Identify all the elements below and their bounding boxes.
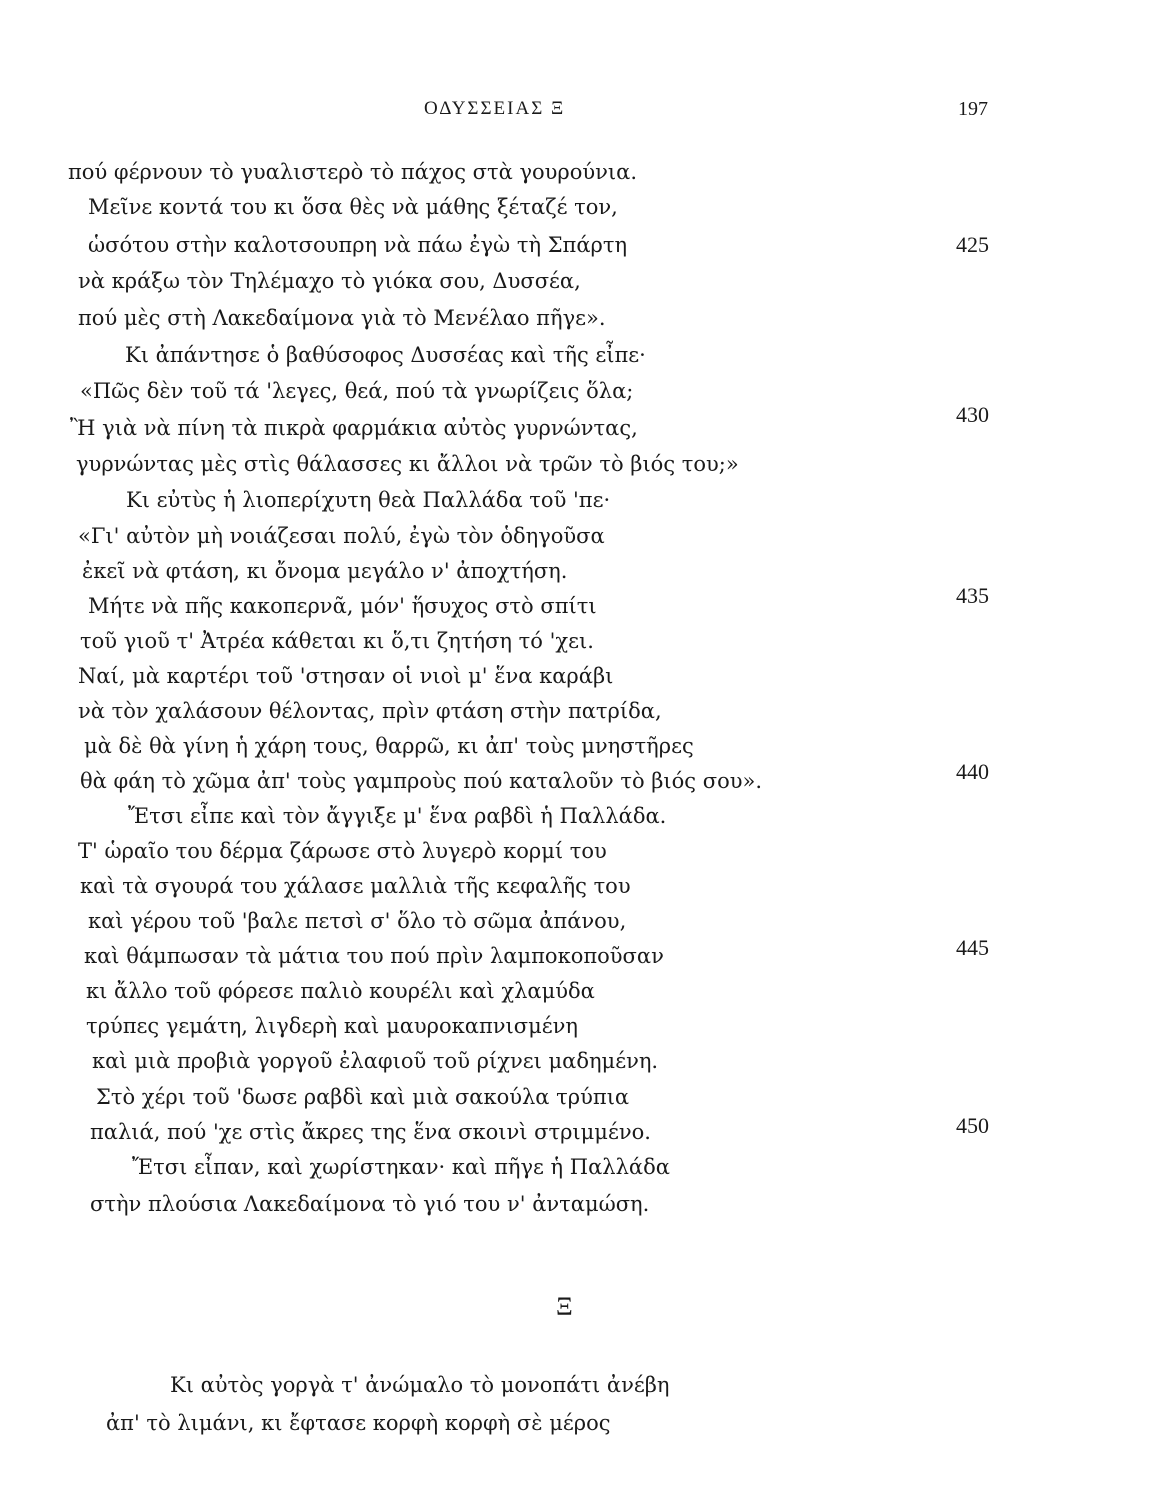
verse-line: στὴν πλούσια Λακεδαίμονα τὸ γιό του ν' ἀνταμώση. [90,1192,650,1216]
verse-line: τρύπες γεμάτη, λιγδερὴ καὶ μαυροκαπνισμένη [86,1014,578,1038]
verse-line: καὶ μιὰ προβιὰ γοργοῦ ἐλαφιοῦ τοῦ ρίχνει μαδημένη. [92,1049,659,1073]
section-mark: Ξ [556,1292,573,1321]
verse-line: Κι εὐτὺς ἡ λιοπερίχυτη θεὰ Παλλάδα τοῦ 'πε· [126,488,611,512]
verse-line: Κι ἀπάντησε ὁ βαθύσοφος Δυσσέας καὶ τῆς εἶπε· [125,343,646,367]
verse-line: ἐκεῖ νὰ φτάση, κι ὄνομα μεγάλο ν' ἀποχτήση. [82,559,568,583]
line-number: 450 [956,1113,989,1138]
verse-line: Στὸ χέρι τοῦ 'δωσε ραβδὶ καὶ μιὰ σακούλα τρύπια [96,1085,630,1109]
verse-line: καὶ τὰ σγουρά του χάλασε μαλλιὰ τῆς κεφαλῆς του [80,874,631,898]
verse-line: νὰ κράξω τὸν Τηλέμαχο τὸ γιόκα σου, Δυσσέα, [78,269,581,293]
verse-line: τοῦ γιοῦ τ' Ἀτρέα κάθεται κι ὅ,τι ζητήση τό 'χει. [80,629,594,653]
line-number: 425 [956,232,989,257]
verse-line: Μεῖνε κοντά του κι ὅσα θὲς νὰ μάθης ξέταζέ τον, [88,195,618,219]
line-number: 445 [956,935,989,960]
line-number: 440 [956,759,989,784]
verse-line: πού φέρνουν τὸ γυαλιστερὸ τὸ πάχος στὰ γουρούνια. [68,160,638,184]
verse-line: Μήτε νὰ πῆς κακοπερνᾶ, μόν' ἥσυχος στὸ σπίτι [88,594,597,618]
line-number: 435 [956,583,989,608]
running-head [0,98,1152,128]
verse-line: ἀπ' τὸ λιμάνι, κι ἔφτασε κορφὴ κορφὴ σὲ μέρος [106,1411,611,1435]
running-head-title: ΟΔΥΣΣΕΙΑΣ Ξ [424,98,566,119]
verse-line: ὡσότου στὴν καλοτσουπρη νὰ πάω ἐγὼ τὴ Σπάρτη [88,233,628,257]
verse-line: Ναί, μὰ καρτέρι τοῦ 'στησαν οἱ νιοὶ μ' ἕνα καράβι [78,664,614,688]
verse-line: Ἔτσι εἶπε καὶ τὸν ἄγγιξε μ' ἕνα ραβδὶ ἡ Παλλάδα. [128,804,667,828]
verse-line: Ἔτσι εἶπαν, καὶ χωρίστηκαν· καὶ πῆγε ἡ Παλλάδα [132,1155,670,1179]
verse-line: «Γι' αὐτὸν μὴ νοιάζεσαι πολύ, ἐγὼ τὸν ὁδηγοῦσα [78,524,605,548]
verse-line: παλιά, πού 'χε στὶς ἄκρες της ἕνα σκοινὶ στριμμένο. [90,1120,651,1144]
verse-line: γυρνώντας μὲς στὶς θάλασσες κι ἄλλοι νὰ τρῶν τὸ βιός του;» [76,452,739,476]
verse-line: καὶ θάμπωσαν τὰ μάτια του πού πρὶν λαμποκοποῦσαν [84,944,664,968]
verse-line: καὶ γέρου τοῦ 'βαλε πετσὶ σ' ὅλο τὸ σῶμα ἀπάνου, [88,909,627,933]
verse-line: μὰ δὲ θὰ γίνη ἡ χάρη τους, θαρρῶ, κι ἀπ' τοὺς μνηστῆρες [84,734,694,758]
page-number: 197 [958,98,988,120]
verse-line: πού μὲς στὴ Λακεδαίμονα γιὰ τὸ Μενέλαο πῆγε». [78,306,606,330]
verse-line: Τ' ὡραῖο του δέρμα ζάρωσε στὸ λυγερὸ κορμί του [78,839,607,863]
verse-line: νὰ τὸν χαλάσουν θέλοντας, πρὶν φτάση στὴν πατρίδα, [78,699,662,723]
verse-line: Ἢ γιὰ νὰ πίνη τὰ πικρὰ φαρμάκια αὐτὸς γυρνώντας, [70,416,638,440]
verse-line: Κι αὐτὸς γοργὰ τ' ἀνώμαλο τὸ μονοπάτι ἀνέβη [170,1373,670,1397]
verse-line: κι ἄλλο τοῦ φόρεσε παλιὸ κουρέλι καὶ χλαμύδα [86,979,595,1003]
verse-line: «Πῶς δὲν τοῦ τά 'λεγες, θεά, πού τὰ γνωρίζεις ὅλα; [80,379,634,403]
line-number: 430 [956,402,989,427]
verse-line: θὰ φάη τὸ χῶμα ἀπ' τοὺς γαμπροὺς πού καταλοῦν τὸ βιός σου». [80,769,763,793]
